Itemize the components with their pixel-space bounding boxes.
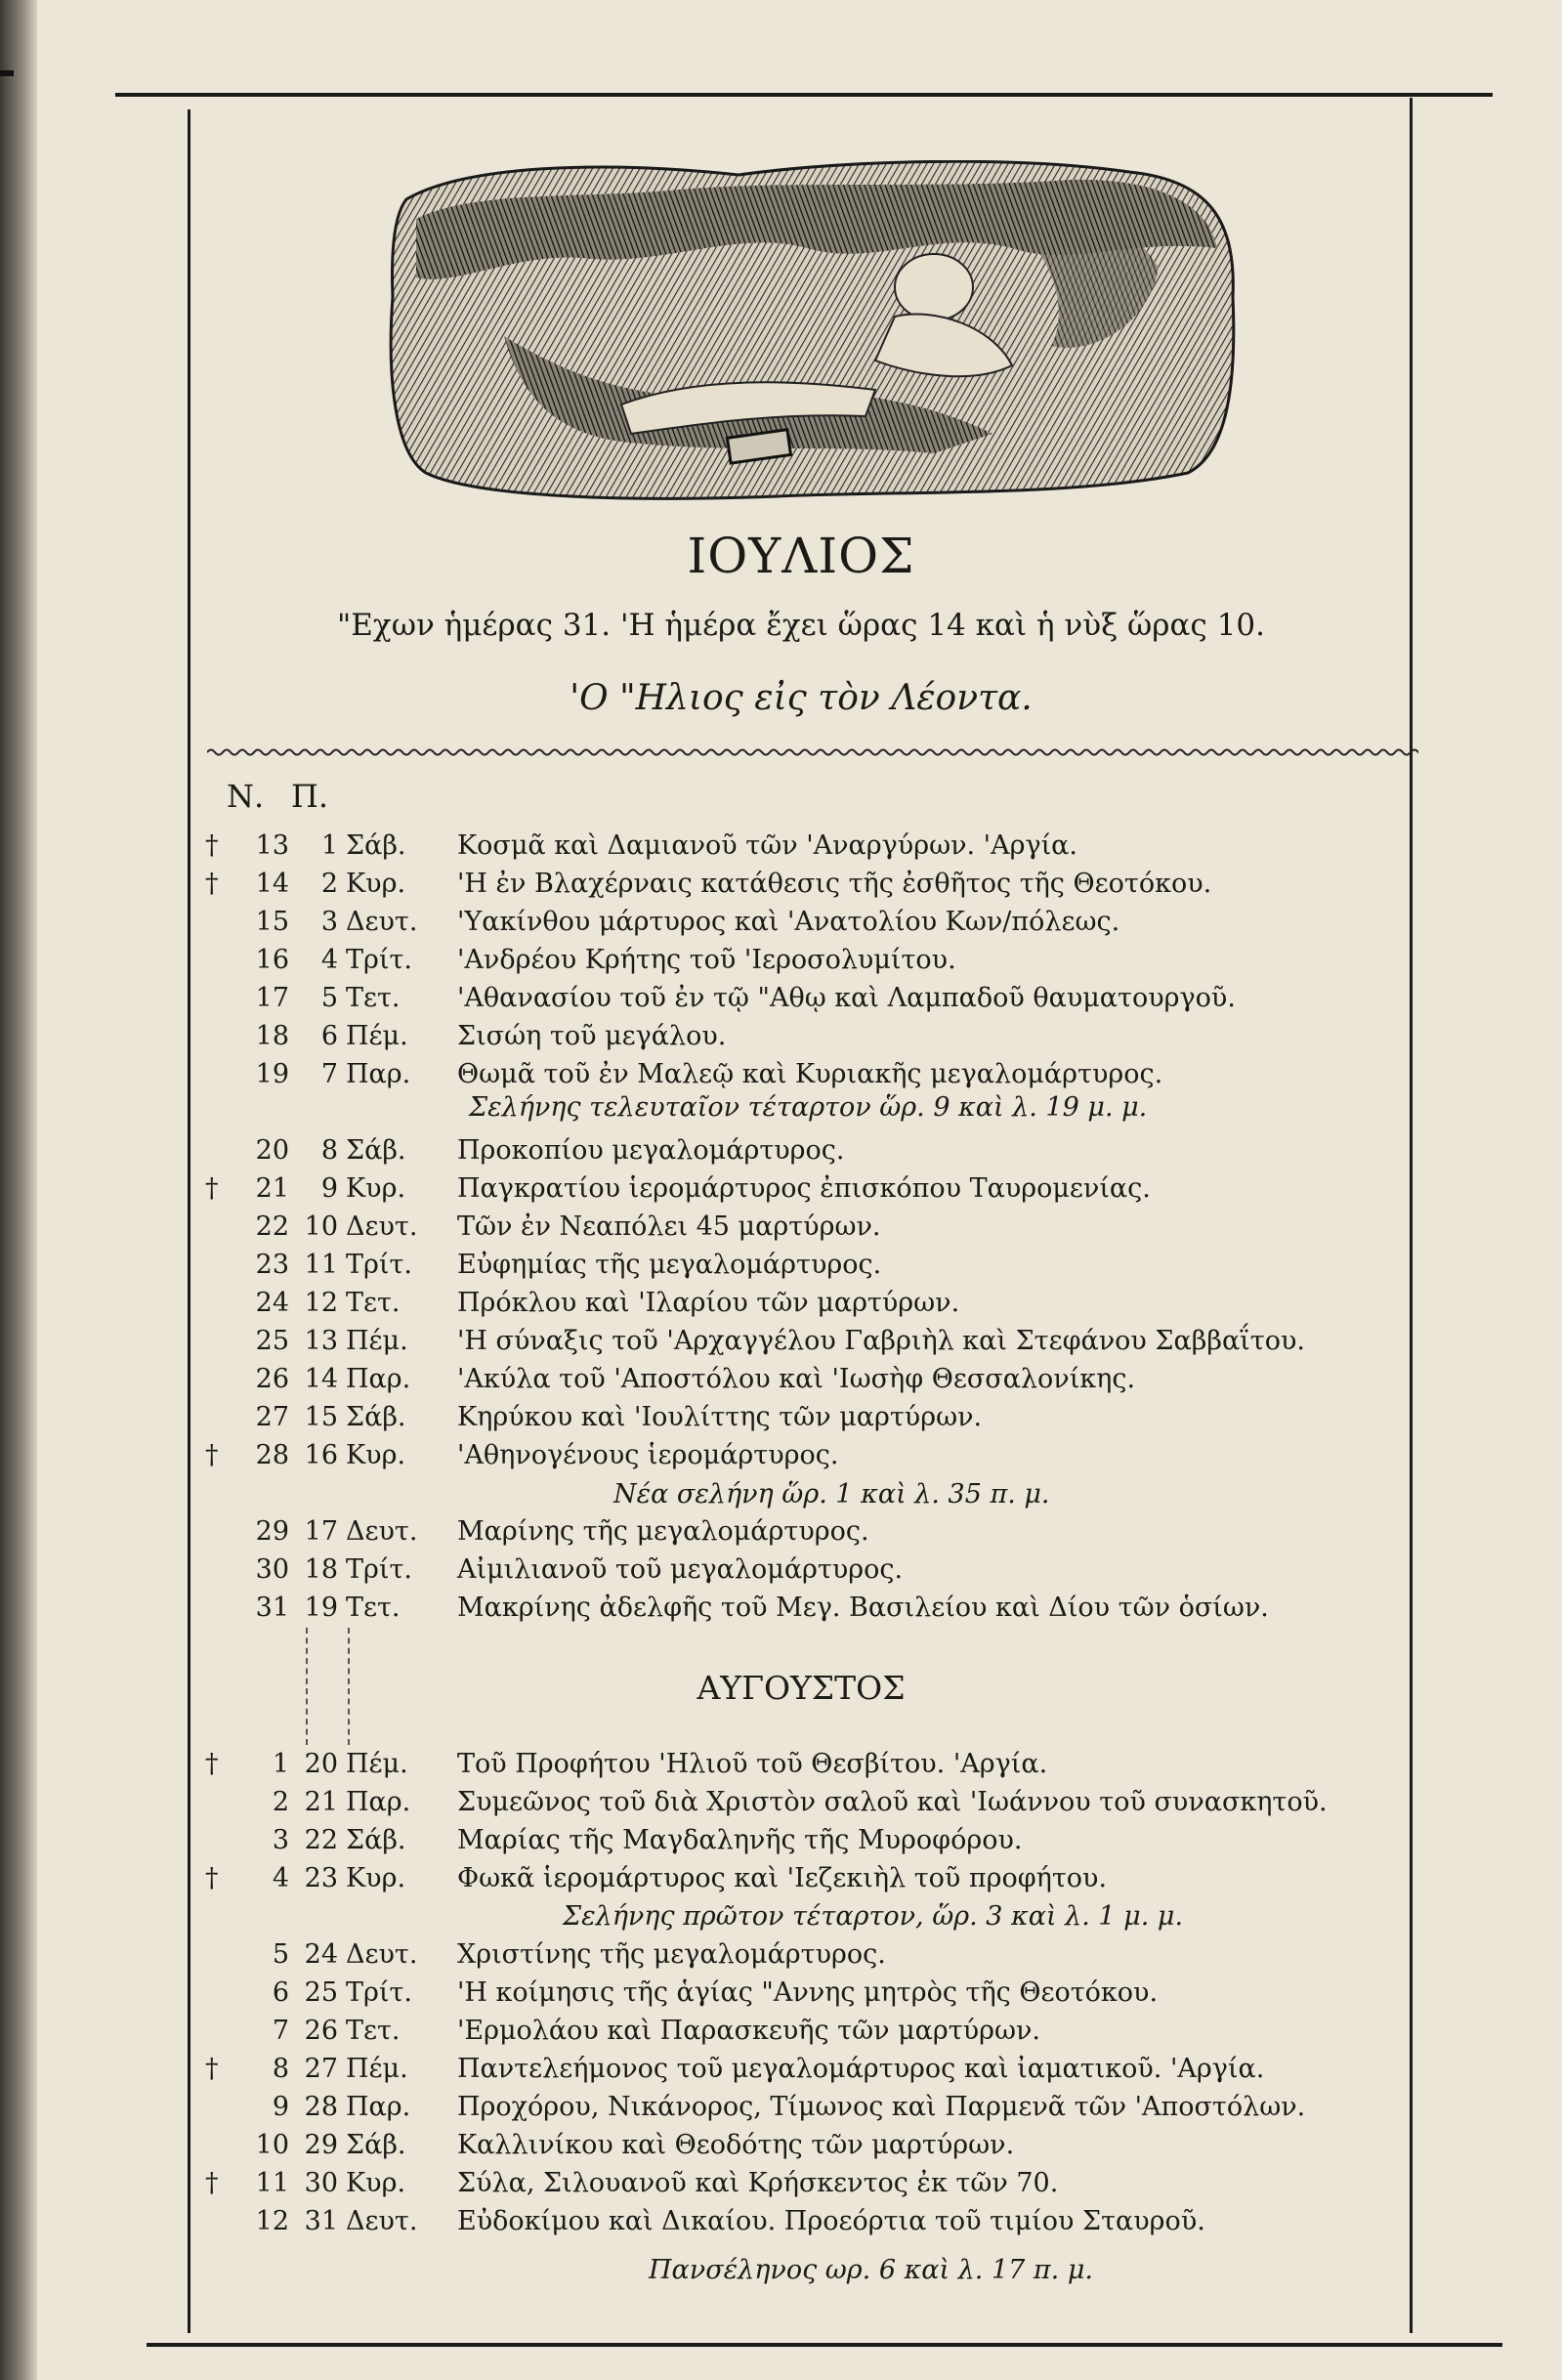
weekday: Πέμ. xyxy=(346,1326,408,1356)
saint-commemoration: Φωκᾶ ἱερομάρτυρος καὶ 'Ιεζεκιὴλ τοῦ προφήτου. xyxy=(457,1863,1108,1893)
sun-sign-note: 'Ο "Ηλιος εἰς τὸν Λέοντα. xyxy=(570,678,1033,718)
old-style-day: 3 xyxy=(320,907,338,937)
weekday: Παρ. xyxy=(346,1059,411,1089)
book-spine-shadow xyxy=(0,0,37,2380)
feast-cross-mark: † xyxy=(205,869,219,899)
calendar-row xyxy=(205,1288,1416,1325)
calendar-row xyxy=(205,1250,1416,1287)
calendar-row xyxy=(205,1402,1416,1439)
spine-mark xyxy=(0,70,14,76)
calendar-row xyxy=(205,1554,1416,1592)
weekday: Κυρ. xyxy=(346,1863,406,1893)
new-style-day: 30 xyxy=(255,1554,289,1585)
month-info: "Εχων ἡμέρας 31. 'Η ἡμέρα ἔχει ὥρας 14 καὶ ἡ νὺξ ὥρας 10. xyxy=(337,608,1265,643)
old-style-day: 18 xyxy=(304,1554,338,1585)
saint-commemoration: Παγκρατίου ἱερομάρτυρος ἐπισκόπου Ταυρομενίας. xyxy=(457,1173,1151,1204)
saint-commemoration: Εὐδοκίμου καὶ Δικαίου. Προεόρτια τοῦ τιμίου Σταυροῦ. xyxy=(457,2206,1205,2236)
new-style-day: 9 xyxy=(272,2092,289,2122)
column-header-old-style: Π. xyxy=(291,778,329,815)
weekday: Δευτ. xyxy=(346,1939,418,1970)
saint-commemoration: 'Η ἐν Βλαχέρναις κατάθεσις τῆς ἐσθῆτος τῆς Θεοτόκου. xyxy=(457,869,1212,899)
new-style-day: 4 xyxy=(272,1863,289,1893)
calendar-row xyxy=(205,983,1416,1020)
saint-commemoration: Μακρίνης ἀδελφῆς τοῦ Μεγ. Βασιλείου καὶ Δίου τῶν ὁσίων. xyxy=(457,1593,1269,1623)
weekday: Πέμ. xyxy=(346,1749,408,1779)
saint-commemoration: Αἰμιλιανοῦ τοῦ μεγαλομάρτυρος. xyxy=(457,1554,904,1585)
old-style-day: 19 xyxy=(304,1593,338,1623)
old-style-day: 14 xyxy=(304,1364,338,1394)
old-style-day: 25 xyxy=(304,1977,338,2008)
old-style-day: 4 xyxy=(320,945,338,975)
old-style-day: 12 xyxy=(304,1288,338,1318)
new-style-day: 10 xyxy=(255,2130,289,2160)
new-style-day: 22 xyxy=(255,1211,289,1242)
saint-commemoration: Σισώη τοῦ μεγάλου. xyxy=(457,1021,727,1051)
old-style-day: 24 xyxy=(304,1939,338,1970)
new-style-day: 31 xyxy=(255,1593,289,1623)
engraving-illustration xyxy=(387,160,1241,502)
old-style-day: 11 xyxy=(304,1250,338,1280)
feast-cross-mark: † xyxy=(205,1749,219,1779)
saint-commemoration: 'Υακίνθου μάρτυρος καὶ 'Ανατολίου Κων/πόλεως. xyxy=(457,907,1120,937)
calendar-row xyxy=(205,2168,1416,2205)
new-style-day: 6 xyxy=(272,1977,289,2008)
calendar-row xyxy=(205,2016,1416,2053)
saint-commemoration: 'Η κοίμησις τῆς ἁγίας "Αννης μητρὸς τῆς Θεοτόκου. xyxy=(457,1977,1159,2008)
saint-commemoration: Εὐφημίας τῆς μεγαλομάρτυρος. xyxy=(457,1250,882,1280)
saint-commemoration: 'Αθηνογένους ἱερομάρτυρος. xyxy=(457,1440,839,1470)
calendar-row xyxy=(205,1059,1416,1096)
calendar-row xyxy=(205,1364,1416,1401)
new-style-day: 12 xyxy=(255,2206,289,2236)
new-style-day: 15 xyxy=(255,907,289,937)
weekday: Δευτ. xyxy=(346,2206,418,2236)
weekday: Κυρ. xyxy=(346,1440,406,1470)
old-style-day: 7 xyxy=(320,1059,338,1089)
new-style-day: 29 xyxy=(255,1516,289,1547)
column-header-new-style: Ν. xyxy=(227,778,265,815)
moon-phase-full-moon: Πανσέληνος ωρ. 6 καὶ λ. 17 π. μ. xyxy=(649,2255,1093,2285)
calendar-row xyxy=(205,2054,1416,2091)
calendar-row xyxy=(205,1021,1416,1058)
saint-commemoration: Χριστίνης τῆς μεγαλομάρτυρος. xyxy=(457,1939,886,1970)
weekday: Δευτ. xyxy=(346,1516,418,1547)
old-style-day: 31 xyxy=(304,2206,338,2236)
new-style-day: 17 xyxy=(255,983,289,1013)
calendar-row xyxy=(205,1440,1416,1477)
calendar-row xyxy=(205,1787,1416,1824)
weekday: Δευτ. xyxy=(346,907,418,937)
old-style-day: 30 xyxy=(304,2168,338,2198)
calendar-row xyxy=(205,945,1416,982)
weekday: Τρίτ. xyxy=(346,1977,412,2008)
saint-commemoration: Τοῦ Προφήτου 'Ηλιοῦ τοῦ Θεσβίτου. 'Αργία. xyxy=(457,1749,1048,1779)
weekday: Τρίτ. xyxy=(346,1554,412,1585)
calendar-row xyxy=(205,1825,1416,1862)
saint-commemoration: 'Ακύλα τοῦ 'Αποστόλου καὶ 'Ιωσὴφ Θεσσαλονίκης. xyxy=(457,1364,1136,1394)
calendar-row xyxy=(205,1863,1416,1900)
weekday: Σάβ. xyxy=(346,1402,406,1432)
saint-commemoration: 'Η σύναξις τοῦ 'Αρχαγγέλου Γαβριὴλ καὶ Στεφάνου Σαββαΐτου. xyxy=(457,1326,1305,1356)
feast-cross-mark: † xyxy=(205,2168,219,2198)
saint-commemoration: Κοσμᾶ καὶ Δαμιανοῦ τῶν 'Αναργύρων. 'Αργία. xyxy=(457,830,1078,861)
new-style-day: 16 xyxy=(255,945,289,975)
saint-commemoration: 'Ερμολάου καὶ Παρασκευῆς τῶν μαρτύρων. xyxy=(457,2016,1040,2046)
moon-phase-last-quarter: Σελήνης τελευταῖον τέταρτον ὥρ. 9 καὶ λ. 19 μ. μ. xyxy=(469,1092,1148,1123)
new-style-day: 28 xyxy=(255,1440,289,1470)
saint-commemoration: 'Ανδρέου Κρήτης τοῦ 'Ιεροσολυμίτου. xyxy=(457,945,956,975)
calendar-row xyxy=(205,1326,1416,1363)
moon-phase-new-moon: Νέα σελήνη ὥρ. 1 καὶ λ. 35 π. μ. xyxy=(613,1479,1050,1509)
saint-commemoration: 'Αθανασίου τοῦ ἐν τῷ "Αθῳ καὶ Λαμπαδοῦ θαυματουργοῦ. xyxy=(457,983,1236,1013)
new-style-day: 27 xyxy=(255,1402,289,1432)
old-style-day: 1 xyxy=(320,830,338,861)
calendar-row xyxy=(205,1516,1416,1553)
saint-commemoration: Κηρύκου καὶ 'Ιουλίττης τῶν μαρτύρων. xyxy=(457,1402,983,1432)
calendar-row xyxy=(205,1593,1416,1630)
saint-commemoration: Θωμᾶ τοῦ ἐν Μαλεῷ καὶ Κυριακῆς μεγαλομάρτυρος. xyxy=(457,1059,1163,1089)
new-style-day: 1 xyxy=(272,1749,289,1779)
old-style-day: 29 xyxy=(304,2130,338,2160)
feast-cross-mark: † xyxy=(205,1863,219,1893)
weekday: Τρίτ. xyxy=(346,1250,412,1280)
old-style-day: 6 xyxy=(320,1021,338,1051)
weekday: Σάβ. xyxy=(346,1825,406,1855)
old-style-day: 27 xyxy=(304,2054,338,2084)
new-style-day: 25 xyxy=(255,1326,289,1356)
saint-commemoration: Συμεῶνος τοῦ διὰ Χριστὸν σαλοῦ καὶ 'Ιωάννου τοῦ συνασκητοῦ. xyxy=(457,1787,1328,1817)
weekday: Κυρ. xyxy=(346,1173,406,1204)
saint-commemoration: Παντελεήμονος τοῦ μεγαλομάρτυρος καὶ ἰαματικοῦ. 'Αργία. xyxy=(457,2054,1265,2084)
calendar-row xyxy=(205,1749,1416,1786)
old-style-day: 8 xyxy=(320,1135,338,1166)
new-style-day: 24 xyxy=(255,1288,289,1318)
old-style-day: 16 xyxy=(304,1440,338,1470)
new-style-day: 11 xyxy=(255,2168,289,2198)
weekday: Σάβ. xyxy=(346,1135,406,1166)
old-style-day: 23 xyxy=(304,1863,338,1893)
saint-commemoration: Τῶν ἐν Νεαπόλει 45 μαρτύρων. xyxy=(457,1211,881,1242)
saint-commemoration: Σύλα, Σιλουανοῦ καὶ Κρήσκεντος ἐκ τῶν 70. xyxy=(457,2168,1059,2198)
old-style-day: 21 xyxy=(304,1787,338,1817)
calendar-row xyxy=(205,1135,1416,1172)
weekday: Σάβ. xyxy=(346,830,406,861)
bottom-rule xyxy=(147,2343,1502,2347)
new-style-day: 3 xyxy=(272,1825,289,1855)
weekday: Παρ. xyxy=(346,1787,411,1817)
calendar-row xyxy=(205,2092,1416,2129)
weekday: Πέμ. xyxy=(346,1021,408,1051)
weekday: Τετ. xyxy=(346,983,401,1013)
calendar-row xyxy=(205,869,1416,906)
feast-cross-mark: † xyxy=(205,830,219,861)
new-style-day: 2 xyxy=(272,1787,289,1817)
old-style-day: 28 xyxy=(304,2092,338,2122)
feast-cross-mark: † xyxy=(205,2054,219,2084)
old-style-day: 20 xyxy=(304,1749,338,1779)
saint-commemoration: Μαρίας τῆς Μαγδαληνῆς τῆς Μυροφόρου. xyxy=(457,1825,1023,1855)
new-style-day: 23 xyxy=(255,1250,289,1280)
old-style-day: 22 xyxy=(304,1825,338,1855)
new-style-day: 20 xyxy=(255,1135,289,1166)
saint-commemoration: Μαρίνης τῆς μεγαλομάρτυρος. xyxy=(457,1516,869,1547)
moon-phase-first-quarter: Σελήνης πρῶτον τέταρτον, ὥρ. 3 καὶ λ. 1 μ. μ. xyxy=(563,1901,1184,1932)
old-style-day: 13 xyxy=(304,1326,338,1356)
weekday: Πέμ. xyxy=(346,2054,408,2084)
calendar-row xyxy=(205,1211,1416,1249)
old-style-day: 5 xyxy=(320,983,338,1013)
new-style-day: 19 xyxy=(255,1059,289,1089)
saint-commemoration: Προκοπίου μεγαλομάρτυρος. xyxy=(457,1135,845,1166)
weekday: Τετ. xyxy=(346,2016,401,2046)
old-style-day: 9 xyxy=(320,1173,338,1204)
old-style-day: 10 xyxy=(304,1211,338,1242)
column-separator xyxy=(306,1628,308,1745)
calendar-row xyxy=(205,2130,1416,2167)
wavy-divider xyxy=(207,746,1418,758)
new-style-day: 7 xyxy=(272,2016,289,2046)
calendar-row xyxy=(205,1977,1416,2015)
feast-cross-mark: † xyxy=(205,1173,219,1204)
calendar-row xyxy=(205,2206,1416,2243)
old-style-day: 17 xyxy=(304,1516,338,1547)
weekday: Κυρ. xyxy=(346,869,406,899)
month-title: ΙΟΥΛΙΟΣ xyxy=(687,528,915,584)
calendar-row xyxy=(205,907,1416,944)
weekday: Παρ. xyxy=(346,2092,411,2122)
saint-commemoration: Προχόρου, Νικάνορος, Τίμωνος καὶ Παρμενᾶ τῶν 'Αποστόλων. xyxy=(457,2092,1306,2122)
august-title: ΑΥΓΟΥΣΤΟΣ xyxy=(697,1669,906,1707)
top-rule xyxy=(115,93,1493,97)
new-style-day: 14 xyxy=(255,869,289,899)
new-style-day: 8 xyxy=(272,2054,289,2084)
new-style-day: 13 xyxy=(255,830,289,861)
feast-cross-mark: † xyxy=(205,1440,219,1470)
weekday: Τετ. xyxy=(346,1593,401,1623)
weekday: Τετ. xyxy=(346,1288,401,1318)
weekday: Παρ. xyxy=(346,1364,411,1394)
calendar-row xyxy=(205,1173,1416,1211)
column-separator xyxy=(348,1628,350,1745)
new-style-day: 5 xyxy=(272,1939,289,1970)
new-style-day: 18 xyxy=(255,1021,289,1051)
saint-commemoration: Καλλινίκου καὶ Θεοδότης τῶν μαρτύρων. xyxy=(457,2130,1015,2160)
weekday: Κυρ. xyxy=(346,2168,406,2198)
calendar-row xyxy=(205,1939,1416,1976)
weekday: Τρίτ. xyxy=(346,945,412,975)
old-style-day: 15 xyxy=(304,1402,338,1432)
old-style-day: 2 xyxy=(320,869,338,899)
saint-commemoration: Πρόκλου καὶ 'Ιλαρίου τῶν μαρτύρων. xyxy=(457,1288,960,1318)
weekday: Δευτ. xyxy=(346,1211,418,1242)
new-style-day: 26 xyxy=(255,1364,289,1394)
new-style-day: 21 xyxy=(255,1173,289,1204)
frame-left-line xyxy=(188,109,190,2333)
weekday: Σάβ. xyxy=(346,2130,406,2160)
old-style-day: 26 xyxy=(304,2016,338,2046)
calendar-row xyxy=(205,830,1416,868)
